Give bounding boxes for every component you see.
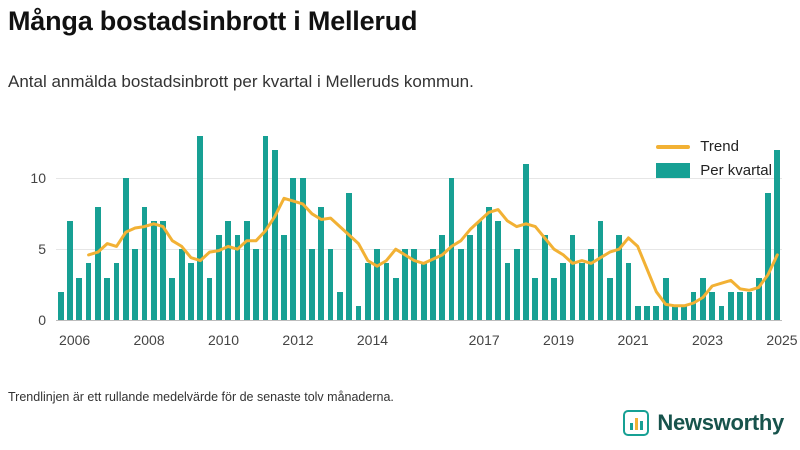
x-tick-label: 2012 (282, 332, 314, 348)
chart-legend (656, 138, 772, 179)
legend-item-bars (656, 162, 772, 179)
legend-item-trend (656, 138, 772, 155)
x-tick-label: 2006 (59, 332, 91, 348)
y-tick-label: 10 (30, 170, 46, 187)
bar-chart-icon (623, 410, 649, 436)
chart-subtitle: Antal anmälda bostadsinbrott per kvartal i Melleruds kommun. (8, 72, 474, 91)
trend-polyline (89, 198, 778, 305)
x-tick-label: 2014 (356, 332, 389, 348)
x-tick-label: 2010 (207, 332, 240, 348)
brand-name: Newsworthy (657, 410, 784, 435)
y-tick-label: 5 (38, 241, 46, 258)
x-tick-label: 2025 (766, 332, 798, 348)
x-axis-labels (8, 332, 798, 358)
legend-label-trend: Trend (700, 138, 739, 155)
page-title: Många bostadsinbrott i Mellerud (8, 6, 418, 36)
bar-swatch (656, 163, 690, 178)
x-tick-label: 2023 (691, 332, 724, 348)
brand-logo (623, 410, 784, 436)
chart-footnote: Trendlinjen är ett rullande medelvärde för de senaste tolv månaderna. (8, 390, 394, 404)
x-tick-label: 2019 (543, 332, 575, 348)
trend-line-swatch (656, 145, 690, 149)
x-tick-label: 2021 (617, 332, 649, 348)
legend-label-bars: Per kvartal (700, 162, 772, 179)
x-tick-label: 2008 (133, 332, 165, 348)
y-tick-label: 0 (38, 312, 46, 328)
x-tick-label: 2017 (468, 332, 500, 348)
